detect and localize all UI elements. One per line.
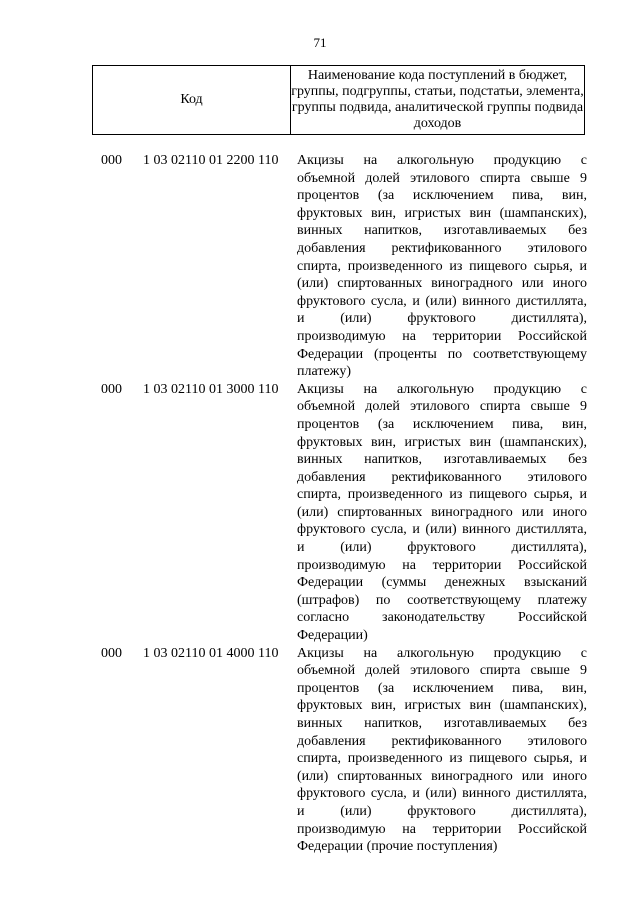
- table-header: [92, 65, 585, 135]
- admin-code: 000: [101, 153, 122, 168]
- description-line: (или) спиртованных виноградного или иного: [297, 504, 587, 520]
- description-line: (штрафов) по соответствующему платежу: [297, 592, 587, 608]
- description-line: Акцизы на алкогольную продукцию с: [297, 645, 587, 661]
- description-line: Акцизы на алкогольную продукцию с: [297, 153, 587, 168]
- description-line: платежу): [297, 364, 351, 380]
- description-line: фруктовых вин, игристых вин (шампанских),: [297, 434, 587, 450]
- header-name-label: Наименование кода поступлений в бюджет, группы, подгруппы, статьи, подстатьи, элемента, группы подвида, аналитической группы подвида доходов: [291, 66, 585, 135]
- description-line: производимую на территории Российской: [297, 557, 587, 573]
- description-line: процентов (за исключением пива, вин,: [297, 680, 587, 696]
- description-line: Акцизы на алкогольную продукцию с: [297, 381, 587, 397]
- table-row: [0, 381, 640, 645]
- description-line: процентов (за исключением пива, вин,: [297, 416, 587, 432]
- description-line: и (или) фруктового дистиллята),: [297, 803, 587, 819]
- revenue-code-list: [0, 152, 640, 856]
- description-line: добавления ректификованного этилового: [297, 240, 587, 256]
- description-line: фруктового сусла, и (или) винного дистиллята,: [297, 786, 587, 802]
- description-line: (или) спиртованных виноградного или иного: [297, 768, 587, 784]
- description-line: и (или) фруктового дистиллята),: [297, 311, 587, 327]
- header-code-label: Код: [93, 66, 291, 135]
- description-line: процентов (за исключением пива, вин,: [297, 188, 587, 204]
- description-line: производимую на территории Российской: [297, 328, 587, 344]
- admin-code: 000: [101, 645, 122, 661]
- description-line: фруктового сусла, и (или) винного дистиллята,: [297, 293, 587, 309]
- description-line: Федерации (прочие поступления): [297, 839, 498, 855]
- description-line: согласно законодательству Российской: [297, 610, 587, 626]
- table-row: [0, 152, 640, 381]
- revenue-code: 1 03 02110 01 3000 110: [143, 381, 279, 397]
- description-line: винных напитков, изготавливаемых без: [297, 223, 587, 239]
- table-row: [0, 645, 640, 856]
- description-line: добавления ректификованного этилового: [297, 733, 587, 749]
- revenue-code: 1 03 02110 01 2200 110: [143, 153, 279, 168]
- description-line: Федерации): [297, 628, 368, 644]
- revenue-description: [297, 152, 587, 381]
- admin-code: 000: [101, 381, 122, 397]
- description-line: Федерации (суммы денежных взысканий: [297, 575, 587, 591]
- description-line: объемной долей этилового спирта свыше 9: [297, 399, 587, 415]
- description-line: объемной долей этилового спирта свыше 9: [297, 663, 587, 679]
- description-line: (или) спиртованных виноградного или иного: [297, 276, 587, 292]
- description-line: спирта, произведенного из пищевого сырья, и: [297, 258, 587, 274]
- description-line: винных напитков, изготавливаемых без: [297, 452, 587, 468]
- description-line: и (или) фруктового дистиллята),: [297, 540, 587, 556]
- revenue-code: 1 03 02110 01 4000 110: [143, 645, 279, 661]
- description-line: добавления ректификованного этилового: [297, 469, 587, 485]
- description-line: производимую на территории Российской: [297, 821, 587, 837]
- revenue-description: [297, 381, 587, 645]
- description-line: спирта, произведенного из пищевого сырья, и: [297, 487, 587, 503]
- description-line: спирта, произведенного из пищевого сырья, и: [297, 751, 587, 767]
- description-line: винных напитков, изготавливаемых без: [297, 716, 587, 731]
- description-line: Федерации (проценты по соответствующему: [297, 346, 587, 362]
- page-number: 71: [313, 35, 327, 50]
- description-line: фруктового сусла, и (или) винного дистиллята,: [297, 522, 587, 538]
- revenue-description: [297, 645, 587, 856]
- description-line: объемной долей этилового спирта свыше 9: [297, 170, 587, 186]
- description-line: фруктовых вин, игристых вин (шампанских),: [297, 205, 587, 221]
- description-line: фруктовых вин, игристых вин (шампанских),: [297, 698, 587, 714]
